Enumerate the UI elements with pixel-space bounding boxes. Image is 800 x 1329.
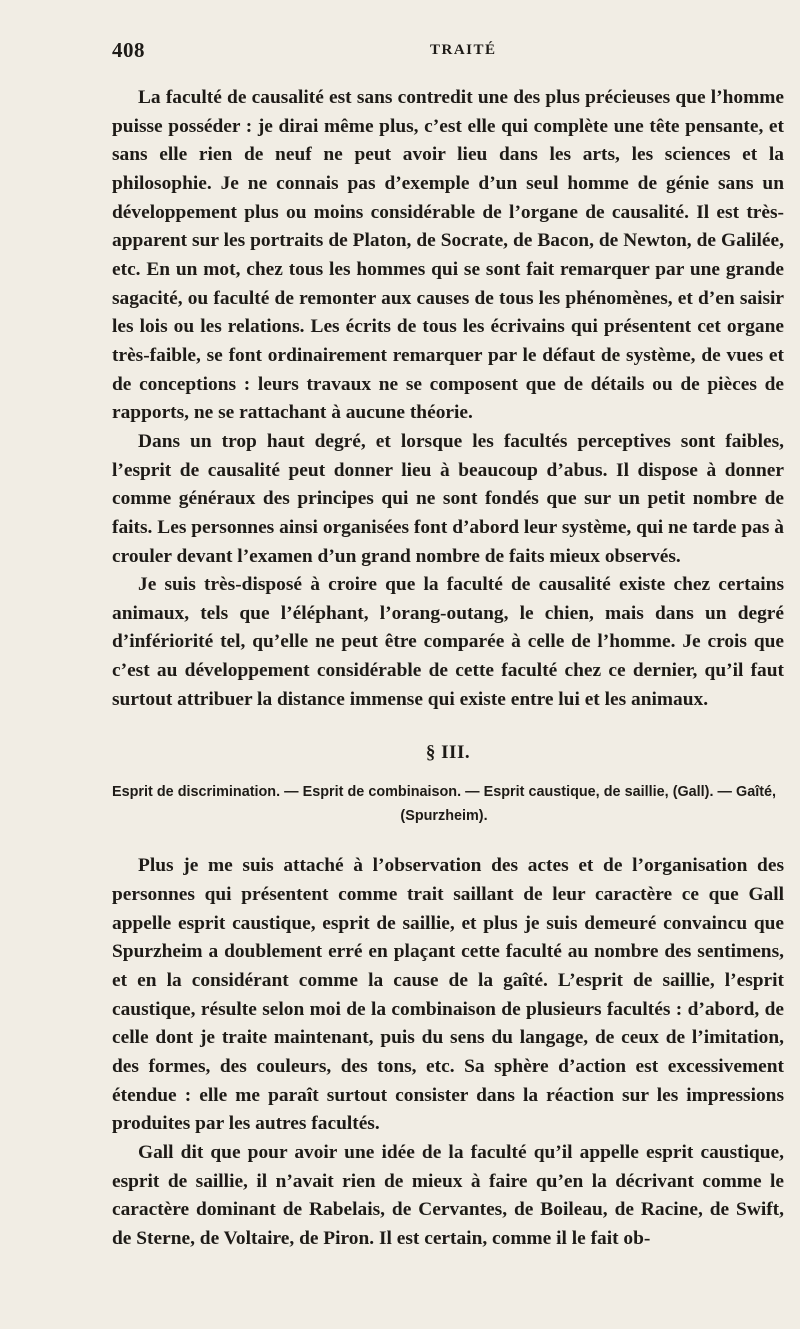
paragraph: Gall dit que pour avoir une idée de la faculté qu’il appelle esprit caustique, esprit de saillie, il n’avait rien de mieux à faire qu’en la décrivant comme le caractère dominant de Rabelais, de Cervantes, de Boileau, de Racine, de Swift, de Sterne, de Voltaire, de Piron. Il est certain, comme il le fait ob- <box>112 1142 784 1249</box>
body-text <box>112 84 784 1254</box>
paragraph: Je suis très-disposé à croire que la faculté de causalité existe chez certains animaux, tels que l’éléphant, l’orang-outang, le chien, mais dans un degré d’infériorité tel, qu’elle ne peut être comparée à celle de l’homme. Je crois que c’est au développement considérable de cette faculté chez ce dernier, qu’il faut surtout attribuer la distance immense qui existe entre lui et les animaux. <box>112 574 784 710</box>
section-title: § III. <box>425 742 471 764</box>
paragraph: La faculté de causalité est sans contredit une des plus précieuses que l’homme puisse posséder : je dirai même plus, c’est elle qui complète une tête pensante, et sans elle rien de neuf ne peut avoir lieu dans les arts, les sciences et la philosophie. Je ne connais pas d’exemple d’un seul homme de génie sans un développement plus ou moins considérable de l’organe de causalité. Il est très-apparent sur les portraits de Platon, de Socrate, de Bacon, de Newton, de Galilée, etc. En un mot, chez tous les hommes qui se sont fait remarquer par une grande sagacité, ou faculté de remonter aux causes de tous les phénomènes, et d’en saisir les lois ou les relations. Les écrits de tous les écrivains qui présentent cet organe très-faible, se font ordinairement remarquer par le défaut de système, de vues et de conceptions : leurs travaux ne se composent que de détails ou de pièces de rapports, ne se rattachant à aucune théorie. <box>112 87 784 424</box>
running-head: TRAITÉ <box>430 42 497 58</box>
section-summary: Esprit de discrimination. — Esprit de combinaison. — Esprit caustique, de saillie, (Gall). — Gaîté, (Spurzheim). <box>112 784 776 825</box>
page-header <box>112 38 752 62</box>
paragraph: Dans un trop haut degré, et lorsque les facultés perceptives sont faibles, l’esprit de causalité peut donner lieu à beaucoup d’abus. Il dispose à donner comme généraux des principes qui ne sont fondés que sur un petit nombre de faits. Les personnes ainsi organisées font d’abord leur système, qui ne tarde pas à crouler devant l’examen d’un grand nombre de faits mieux observés. <box>112 430 784 567</box>
paragraph: Plus je me suis attaché à l’observation des actes et de l’organisation des personnes qui présentent comme trait saillant de leur caractère ce que Gall appelle esprit caustique, esprit de saillie, et plus je suis demeuré convaincu que Spurzheim a doublement erré en plaçant cette faculté au nombre des sentimens, et en la considérant comme la cause de la gaîté. L’esprit de saillie, l’esprit caustique, résulte selon moi de la combinaison de plusieurs facultés : d’abord, de celle dont je traite maintenant, puis du sens du langage, de ceux de l’imitation, des formes, des couleurs, des tons, etc. Sa sphère d’action est excessivement étendue : elle me paraît surtout consister dans la réaction sur les impressions produites par les autres facultés. <box>112 855 784 1135</box>
page-number: 408 <box>112 38 145 62</box>
